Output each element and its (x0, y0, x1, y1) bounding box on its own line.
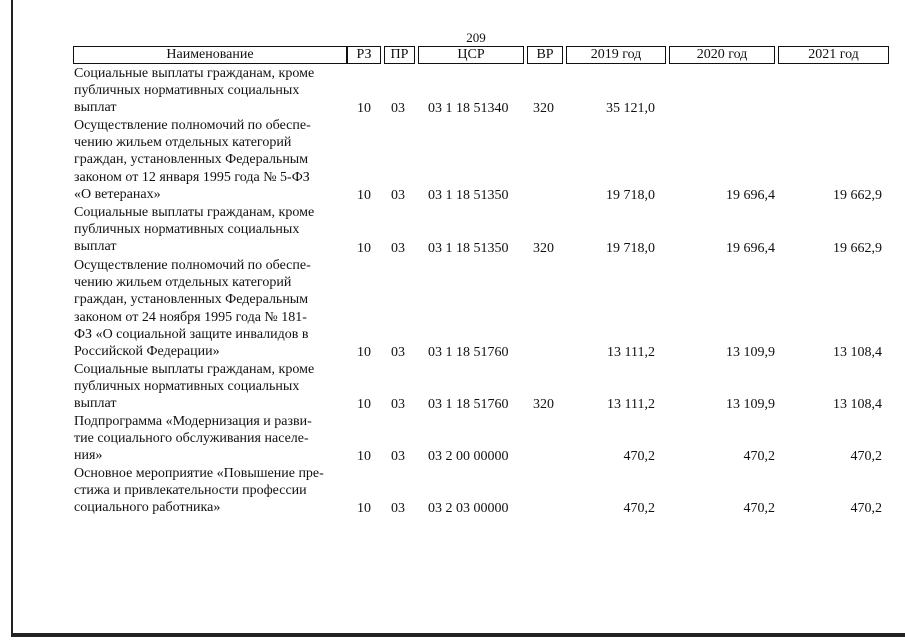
row-csr: 03 2 03 00000 (428, 501, 509, 516)
row-name: Осуществление полномочий по обеспе- чению жильем отдельных категорий граждан, установленных Федеральным законом от 24 ноября 1995 года № 181- ФЗ «О социальной защите инвалидов в Российской Федерации» (74, 258, 311, 360)
header-vr: ВР (527, 46, 563, 64)
row-name: Осуществление полномочий по обеспе- чению жильем отдельных категорий граждан, установленных Федеральным законом от 12 января 1995 года № 5-ФЗ «О ветеранах» (74, 118, 311, 202)
row-name: Основное мероприятие «Повышение пре- стижа и привлекательности профессии социального работника» (74, 466, 324, 516)
row-2019: 19 718,0 (606, 241, 655, 256)
row-vr: 320 (533, 397, 554, 412)
row-rz: 10 (357, 501, 371, 516)
row-2021: 470,2 (850, 501, 882, 516)
row-2019: 35 121,0 (606, 101, 655, 116)
table-row (0, 413, 905, 465)
page-bottom-border (11, 633, 905, 637)
row-pr: 03 (391, 397, 405, 412)
row-2020: 470,2 (743, 449, 775, 464)
row-name: Подпрограмма «Модернизация и разви- тие социального обслуживания населе- ния» (74, 414, 312, 464)
row-2021: 470,2 (850, 449, 882, 464)
row-csr: 03 2 00 00000 (428, 449, 509, 464)
row-pr: 03 (391, 188, 405, 203)
table-row (0, 361, 905, 413)
page-number: 209 (466, 30, 486, 45)
row-name: Социальные выплаты гражданам, кроме публичных нормативных социальных выплат (74, 66, 315, 116)
row-rz: 10 (357, 397, 371, 412)
header-2020: 2020 год (669, 46, 775, 64)
row-2019: 19 718,0 (606, 188, 655, 203)
row-rz: 10 (357, 241, 371, 256)
row-2020: 19 696,4 (726, 241, 775, 256)
header-csr: ЦСР (418, 46, 524, 64)
row-pr: 03 (391, 449, 405, 464)
row-2020: 13 109,9 (726, 345, 775, 360)
row-csr: 03 1 18 51760 (428, 397, 509, 412)
header-name: Наименование (73, 46, 347, 64)
header-2019: 2019 год (566, 46, 666, 64)
header-rz: РЗ (347, 46, 381, 64)
row-2021: 19 662,9 (833, 241, 882, 256)
table-row (0, 465, 905, 517)
row-pr: 03 (391, 501, 405, 516)
row-vr: 320 (533, 101, 554, 116)
row-csr: 03 1 18 51350 (428, 241, 509, 256)
table-row (0, 257, 905, 361)
row-name: Социальные выплаты гражданам, кроме публичных нормативных социальных выплат (74, 205, 315, 255)
row-rz: 10 (357, 188, 371, 203)
row-rz: 10 (357, 345, 371, 360)
row-2021: 13 108,4 (833, 345, 882, 360)
row-2019: 13 111,2 (607, 345, 655, 360)
row-vr: 320 (533, 241, 554, 256)
row-2021: 19 662,9 (833, 188, 882, 203)
row-2019: 470,2 (623, 449, 655, 464)
row-rz: 10 (357, 449, 371, 464)
row-csr: 03 1 18 51340 (428, 101, 509, 116)
row-2020: 13 109,9 (726, 397, 775, 412)
row-2019: 470,2 (623, 501, 655, 516)
header-2021: 2021 год (778, 46, 889, 64)
row-pr: 03 (391, 101, 405, 116)
row-csr: 03 1 18 51760 (428, 345, 509, 360)
row-name: Социальные выплаты гражданам, кроме публичных нормативных социальных выплат (74, 362, 315, 412)
row-pr: 03 (391, 241, 405, 256)
header-pr: ПР (384, 46, 415, 64)
row-rz: 10 (357, 101, 371, 116)
row-2020: 470,2 (743, 501, 775, 516)
row-2021: 13 108,4 (833, 397, 882, 412)
row-2019: 13 111,2 (607, 397, 655, 412)
table-row (0, 65, 905, 117)
row-pr: 03 (391, 345, 405, 360)
table-row (0, 204, 905, 257)
table-row (0, 117, 905, 204)
row-csr: 03 1 18 51350 (428, 188, 509, 203)
row-2020: 19 696,4 (726, 188, 775, 203)
